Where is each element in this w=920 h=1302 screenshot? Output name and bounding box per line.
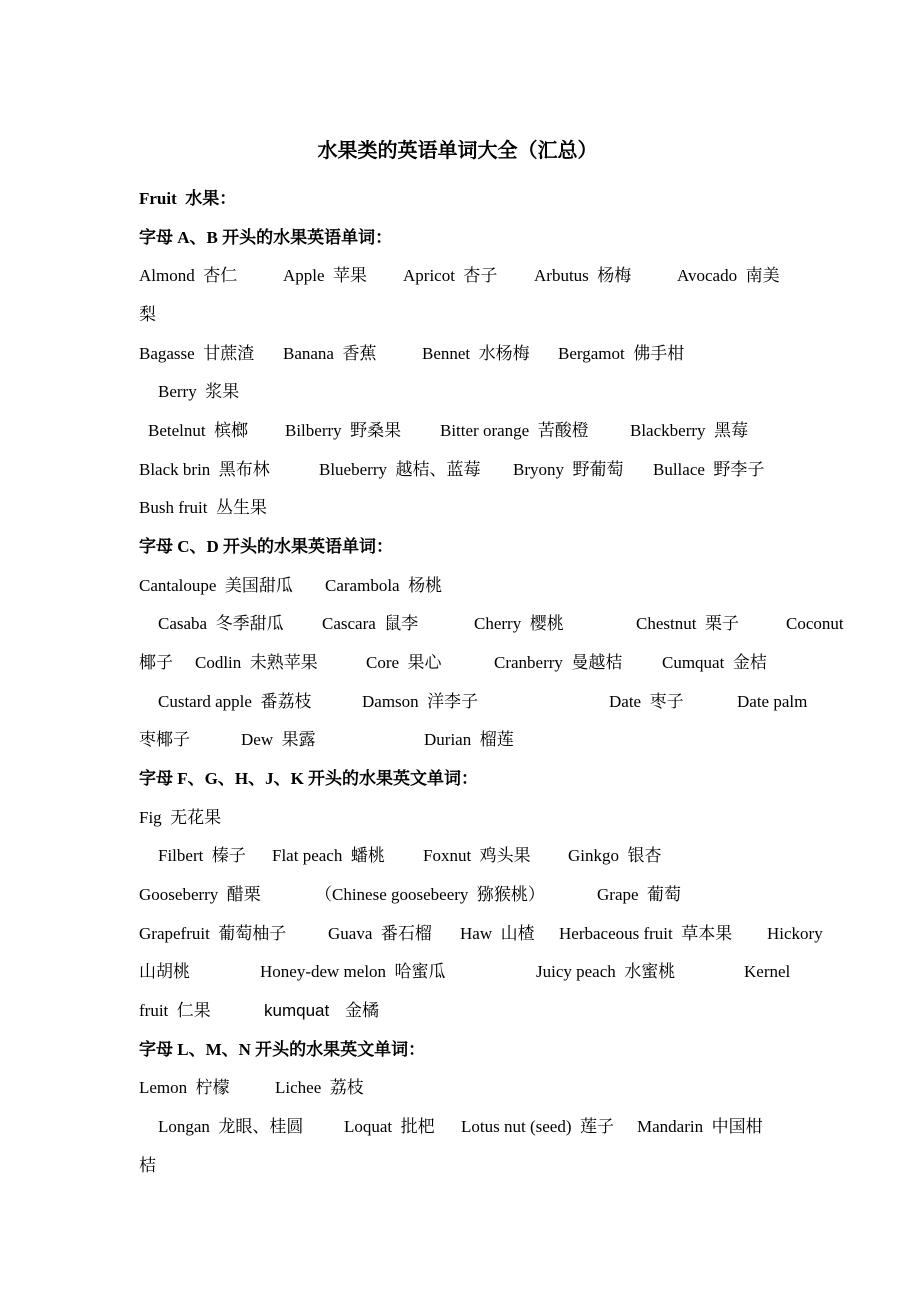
word-entry: Banana 香蕉 [283, 344, 377, 363]
word-entry: kumquat [264, 1001, 330, 1020]
word-entry: Bryony 野葡萄 [513, 460, 624, 479]
word-entry: Bush fruit 丛生果 [139, 498, 267, 517]
word-entry: Cumquat 金桔 [662, 653, 767, 672]
word-entry: Avocado 南美 [677, 266, 780, 285]
word-entry: Lichee 荔枝 [275, 1078, 364, 1097]
word-entry: Cascara 鼠李 [322, 614, 419, 633]
word-entry: Bitter orange 苦酸橙 [440, 421, 589, 440]
word-entry: Apricot 杏子 [403, 266, 498, 285]
word-entry: Arbutus 杨梅 [534, 266, 632, 285]
word-entry: Lotus nut (seed) 莲子 [461, 1117, 614, 1136]
word-entry: Bergamot 佛手柑 [558, 344, 685, 363]
word-entry: （Chinese goosebeery 猕猴桃） [315, 885, 545, 904]
word-entry: Betelnut 槟榔 [148, 421, 249, 440]
fruit-heading: Fruit 水果： [139, 189, 237, 208]
word-entry: Date palm [737, 692, 808, 711]
word-entry: Carambola 杨桃 [325, 576, 443, 595]
section-heading-cd: 字母 C、D 开头的水果英语单词： [139, 537, 394, 556]
word-entry: Cherry 樱桃 [474, 614, 564, 633]
word-entry: Apple 苹果 [283, 266, 368, 285]
word-entry: Coconut [786, 614, 844, 633]
word-entry: Blackberry 黑莓 [630, 421, 749, 440]
word-entry: 枣椰子 [139, 730, 190, 749]
word-entry: Herbaceous fruit 草本果 [559, 924, 733, 943]
word-entry: Mandarin 中国柑 [637, 1117, 763, 1136]
section-heading-fk: 字母 F、G、H、J、K 开头的水果英文单词： [139, 769, 479, 788]
word-entry: Casaba 冬季甜瓜 [158, 614, 284, 633]
word-entry: fruit 仁果 [139, 1001, 211, 1020]
word-entry: 椰子 [139, 653, 173, 672]
word-entry: Bilberry 野桑果 [285, 421, 402, 440]
word-entry: Grapefruit 葡萄柚子 [139, 924, 287, 943]
word-entry: Guava 番石榴 [328, 924, 432, 943]
word-entry: Loquat 批杷 [344, 1117, 435, 1136]
word-entry: Almond 杏仁 [139, 266, 238, 285]
word-entry: Flat peach 蟠桃 [272, 846, 385, 865]
word-entry: Haw 山楂 [460, 924, 535, 943]
word-entry: Codlin 未熟苹果 [195, 653, 318, 672]
section-heading-ab: 字母 A、B 开头的水果英语单词： [139, 228, 393, 247]
word-entry: Grape 葡萄 [597, 885, 682, 904]
word-entry: Date 枣子 [609, 692, 684, 711]
word-entry: Black brin 黑布林 [139, 460, 270, 479]
word-entry: Juicy peach 水蜜桃 [536, 962, 676, 981]
word-entry: Custard apple 番荔枝 [158, 692, 312, 711]
word-entry: Ginkgo 银杏 [568, 846, 662, 865]
word-entry: Bagasse 甘蔗渣 [139, 344, 255, 363]
word-entry: Cantaloupe 美国甜瓜 [139, 576, 293, 595]
word-entry: Gooseberry 醋栗 [139, 885, 261, 904]
word-entry: Foxnut 鸡头果 [423, 846, 531, 865]
word-entry: Bullace 野李子 [653, 460, 765, 479]
word-entry: 山胡桃 [139, 962, 190, 981]
word-entry: Cranberry 曼越桔 [494, 653, 623, 672]
word-entry: Fig 无花果 [139, 808, 222, 827]
word-entry: Berry 浆果 [158, 382, 240, 401]
word-entry: Damson 洋李子 [362, 692, 479, 711]
word-entry: Chestnut 栗子 [636, 614, 739, 633]
word-entry: 梨 [139, 305, 156, 324]
word-entry: Filbert 榛子 [158, 846, 246, 865]
word-entry: Bennet 水杨梅 [422, 344, 530, 363]
word-entry: Durian 榴莲 [424, 730, 514, 749]
page-title: 水果类的英语单词大全（汇总） [317, 140, 598, 162]
word-entry: Kernel [744, 962, 791, 981]
word-row [139, 1115, 763, 1259]
word-entry: Longan 龙眼、桂圆 [158, 1117, 304, 1136]
word-entry: Blueberry 越桔、蓝莓 [319, 460, 481, 479]
word-entry: Core 果心 [366, 653, 442, 672]
word-entry: Lemon 柠檬 [139, 1078, 230, 1097]
word-entry: Hickory [767, 924, 823, 943]
word-entry: 金橘 [345, 1001, 379, 1020]
word-entry: Honey-dew melon 哈蜜瓜 [260, 962, 446, 981]
word-entry: Dew 果露 [241, 730, 316, 749]
word-entry: 桔 [139, 1156, 156, 1175]
section-heading-ln: 字母 L、M、N 开头的水果英文单词： [139, 1040, 426, 1059]
